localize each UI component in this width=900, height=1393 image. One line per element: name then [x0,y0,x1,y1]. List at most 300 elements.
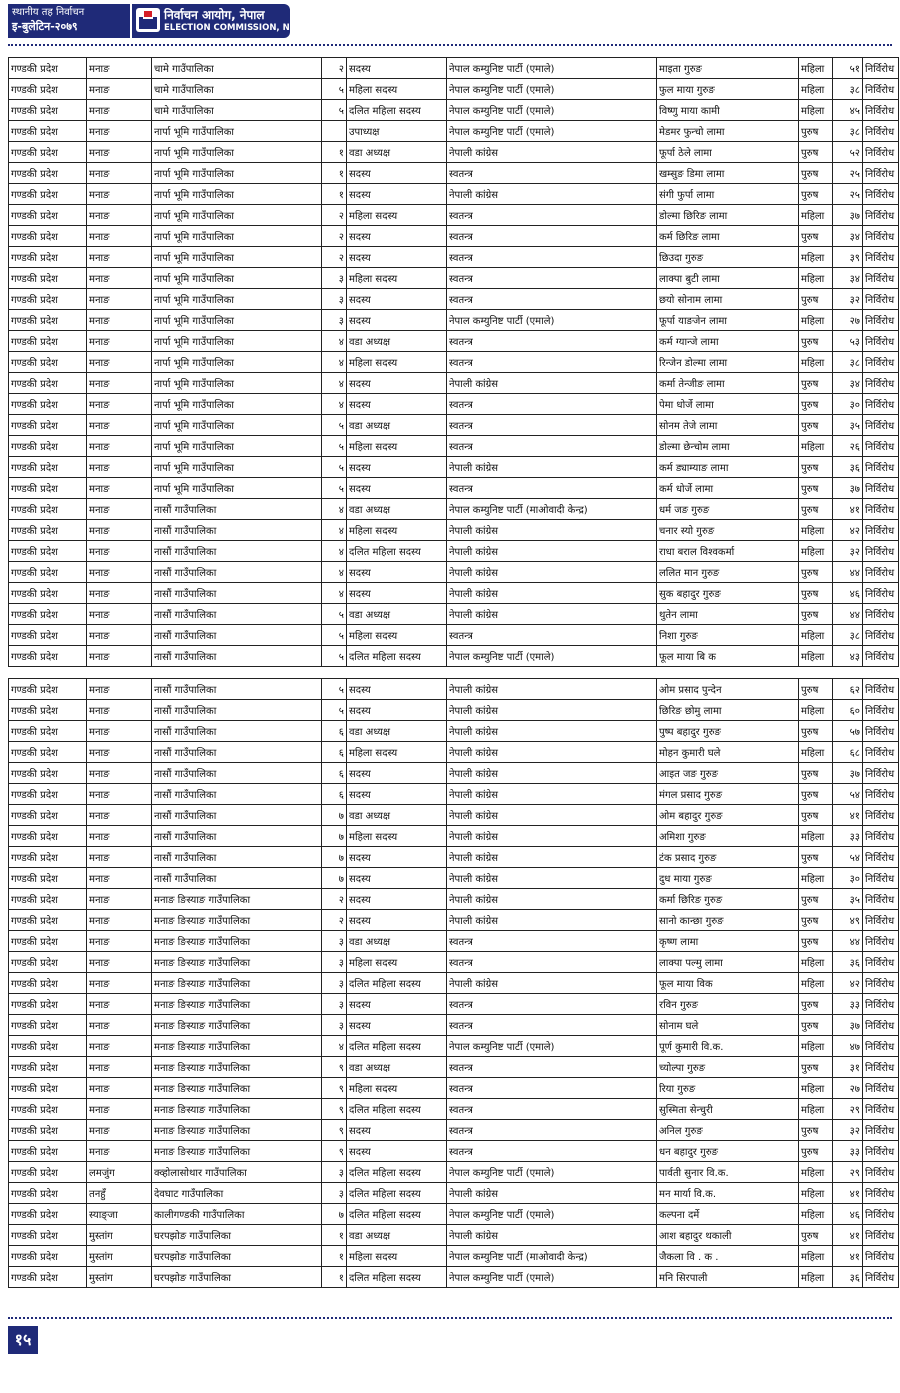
age-cell: ६० [833,700,863,721]
post-cell: सदस्य [347,562,447,583]
gender-cell: महिला [799,1099,833,1120]
post-cell: सदस्य [347,184,447,205]
party-cell: स्वतन्त्र [447,289,657,310]
candidate-name-cell: सुस्मिता सेन्चुरी [657,1099,799,1120]
district-cell: मनाङ [87,1099,152,1120]
table-row [9,163,899,184]
ward-cell [322,121,347,142]
province-cell: गण्डकी प्रदेश [9,805,87,826]
status-cell: निर्विरोध [863,268,899,289]
ward-cell: ५ [322,100,347,121]
municipality-cell: क्व्होलासोथार गाउँपालिका [152,1162,322,1183]
candidate-name-cell: फूल माया विक [657,973,799,994]
age-cell: ४४ [833,931,863,952]
district-cell: मनाङ [87,415,152,436]
municipality-cell: नार्पा भूमि गाउँपालिका [152,163,322,184]
district-cell: मनाङ [87,163,152,184]
party-cell: नेपाली कांग्रेस [447,1225,657,1246]
table-row [9,973,899,994]
district-cell: मनाङ [87,583,152,604]
party-cell: स्वतन्त्र [447,994,657,1015]
table-row [9,889,899,910]
municipality-cell: मनाङ ङिस्याङ गाउँपालिका [152,1057,322,1078]
gender-cell: पुरुष [799,121,833,142]
province-cell: गण्डकी प्रदेश [9,931,87,952]
district-cell: मनाङ [87,205,152,226]
status-cell: निर्विरोध [863,826,899,847]
status-cell: निर्विरोध [863,352,899,373]
district-cell: मनाङ [87,826,152,847]
post-cell: सदस्य [347,310,447,331]
district-cell: मनाङ [87,184,152,205]
post-cell: दलित महिला सदस्य [347,646,447,667]
candidate-name-cell: सोनाम घले [657,1015,799,1036]
ward-cell: ३ [322,1162,347,1183]
ward-cell: ३ [322,268,347,289]
gender-cell: महिला [799,100,833,121]
ward-cell: ४ [322,373,347,394]
candidate-name-cell: कर्म छिरिङ लामा [657,226,799,247]
post-cell: दलित महिला सदस्य [347,541,447,562]
status-cell: निर्विरोध [863,604,899,625]
municipality-cell: नासौं गाउँपालिका [152,742,322,763]
age-cell: ४६ [833,1204,863,1225]
status-cell: निर्विरोध [863,247,899,268]
ward-cell: ४ [322,541,347,562]
province-cell: गण्डकी प्रदेश [9,79,87,100]
ward-cell: ५ [322,625,347,646]
party-cell: नेपाली कांग्रेस [447,847,657,868]
municipality-cell: मनाङ ङिस्याङ गाउँपालिका [152,1141,322,1162]
municipality-cell: नासौं गाउँपालिका [152,868,322,889]
district-cell: मनाङ [87,604,152,625]
municipality-cell: मनाङ ङिस्याङ गाउँपालिका [152,1036,322,1057]
municipality-cell: नासौं गाउँपालिका [152,700,322,721]
province-cell: गण्डकी प्रदेश [9,742,87,763]
status-cell: निर्विरोध [863,646,899,667]
post-cell: सदस्य [347,889,447,910]
ward-cell: ६ [322,721,347,742]
province-cell: गण्डकी प्रदेश [9,1267,87,1288]
candidate-name-cell: कर्म ड्याम्याङ लामा [657,457,799,478]
ward-cell: ५ [322,478,347,499]
table-row [9,58,899,79]
district-cell: मनाङ [87,541,152,562]
province-cell: गण्डकी प्रदेश [9,289,87,310]
district-cell: मनाङ [87,742,152,763]
age-cell: ४१ [833,1225,863,1246]
municipality-cell: नासौं गाउँपालिका [152,826,322,847]
ward-cell: ७ [322,868,347,889]
post-cell: सदस्य [347,784,447,805]
party-cell: नेपाली कांग्रेस [447,184,657,205]
age-cell: २७ [833,310,863,331]
age-cell: ४१ [833,1183,863,1204]
age-cell: २९ [833,1099,863,1120]
party-cell: स्वतन्त्र [447,1141,657,1162]
municipality-cell: नासौं गाउँपालिका [152,625,322,646]
age-cell: ३८ [833,79,863,100]
district-cell: मनाङ [87,562,152,583]
age-cell: ६८ [833,742,863,763]
gender-cell: महिला [799,205,833,226]
candidate-name-cell: जैकला वि . क . [657,1246,799,1267]
province-cell: गण्डकी प्रदेश [9,1120,87,1141]
party-cell: नेपाली कांग्रेस [447,700,657,721]
province-cell: गण्डकी प्रदेश [9,583,87,604]
gender-cell: महिला [799,352,833,373]
gender-cell: महिला [799,310,833,331]
party-cell: स्वतन्त्र [447,1099,657,1120]
municipality-cell: नार्पा भूमि गाउँपालिका [152,268,322,289]
table-row [9,121,899,142]
table-row [9,721,899,742]
candidate-name-cell: रविन गुरुङ [657,994,799,1015]
post-cell: महिला सदस्य [347,520,447,541]
ward-cell: ४ [322,352,347,373]
gender-cell: पुरुष [799,1057,833,1078]
province-cell: गण्डकी प्रदेश [9,1099,87,1120]
ward-cell: ५ [322,415,347,436]
age-cell: ३४ [833,373,863,394]
candidate-name-cell: सानो कान्छा गुरुङ [657,910,799,931]
province-cell: गण्डकी प्रदेश [9,247,87,268]
candidate-name-cell: फूल माया बि क [657,646,799,667]
age-cell: ३७ [833,1015,863,1036]
candidate-name-cell: माइता गुरुङ [657,58,799,79]
gender-cell: महिला [799,1246,833,1267]
table-row [9,763,899,784]
province-cell: गण्डकी प्रदेश [9,142,87,163]
status-cell: निर्विरोध [863,541,899,562]
status-cell: निर्विरोध [863,1225,899,1246]
post-cell: वडा अध्यक्ष [347,721,447,742]
age-cell: ४३ [833,646,863,667]
gender-cell: महिला [799,268,833,289]
district-cell: मनाङ [87,499,152,520]
status-cell: निर्विरोध [863,205,899,226]
age-cell: ३९ [833,247,863,268]
ward-cell: ३ [322,289,347,310]
gender-cell: पुरुष [799,679,833,700]
district-cell: मुस्तांग [87,1246,152,1267]
district-cell: मनाङ [87,1078,152,1099]
province-cell: गण्डकी प्रदेश [9,268,87,289]
candidate-name-cell: कल्पना दर्मे [657,1204,799,1225]
ward-cell: २ [322,58,347,79]
ward-cell: १ [322,163,347,184]
district-cell: स्याङ्जा [87,1204,152,1225]
ward-cell: ९ [322,1141,347,1162]
table-row [9,331,899,352]
candidate-name-cell: विष्णु माया कामी [657,100,799,121]
district-cell: मनाङ [87,931,152,952]
age-cell: ४२ [833,973,863,994]
party-cell: नेपाली कांग्रेस [447,784,657,805]
party-cell: स्वतन्त्र [447,268,657,289]
table-row [9,583,899,604]
party-cell: स्वतन्त्र [447,1120,657,1141]
province-cell: गण्डकी प्रदेश [9,58,87,79]
gender-cell: पुरुष [799,394,833,415]
age-cell: ३६ [833,952,863,973]
ward-cell: ४ [322,331,347,352]
district-cell: मनाङ [87,520,152,541]
age-cell: ३२ [833,1120,863,1141]
municipality-cell: नासौं गाउँपालिका [152,679,322,700]
candidate-name-cell: राधा बराल विश्वकर्मा [657,541,799,562]
post-cell: सदस्य [347,394,447,415]
table-row [9,847,899,868]
municipality-cell: नार्पा भूमि गाउँपालिका [152,373,322,394]
status-cell: निर्विरोध [863,310,899,331]
post-cell: सदस्य [347,679,447,700]
post-cell: महिला सदस्य [347,436,447,457]
status-cell: निर्विरोध [863,58,899,79]
municipality-cell: नासौं गाउँपालिका [152,847,322,868]
province-cell: गण्डकी प्रदेश [9,100,87,121]
post-cell: वडा अध्यक्ष [347,1225,447,1246]
status-cell: निर्विरोध [863,121,899,142]
age-cell: २९ [833,1162,863,1183]
post-cell: सदस्य [347,457,447,478]
party-cell: स्वतन्त्र [447,331,657,352]
age-cell: ५७ [833,721,863,742]
municipality-cell: मनाङ ङिस्याङ गाउँपालिका [152,1015,322,1036]
district-cell: मनाङ [87,952,152,973]
municipality-cell: देवघाट गाउँपालिका [152,1183,322,1204]
municipality-cell: नार्पा भूमि गाउँपालिका [152,352,322,373]
municipality-cell: नासौं गाउँपालिका [152,805,322,826]
candidate-name-cell: पूर्ण कुमारी वि.क. [657,1036,799,1057]
district-cell: मनाङ [87,373,152,394]
gender-cell: महिला [799,868,833,889]
candidate-name-cell: ओम बहादुर गुरुङ [657,805,799,826]
results-table-1 [8,57,899,667]
post-cell: महिला सदस्य [347,742,447,763]
table-row [9,646,899,667]
ward-cell: ३ [322,952,347,973]
candidate-name-cell: डोल्मा छिरिङ लामा [657,205,799,226]
candidate-name-cell: मनि सिरपाली [657,1267,799,1288]
province-cell: गण्डकी प्रदेश [9,973,87,994]
province-cell: गण्डकी प्रदेश [9,604,87,625]
ward-cell: ५ [322,457,347,478]
table-row [9,79,899,100]
province-cell: गण्डकी प्रदेश [9,679,87,700]
municipality-cell: घरपझोङ गाउँपालिका [152,1267,322,1288]
district-cell: मनाङ [87,994,152,1015]
candidate-name-cell: कर्मा छिरिङ गुरुङ [657,889,799,910]
candidate-name-cell: मन मार्या वि.क. [657,1183,799,1204]
post-cell: वडा अध्यक्ष [347,142,447,163]
gender-cell: पुरुष [799,1225,833,1246]
province-cell: गण्डकी प्रदेश [9,331,87,352]
table-row [9,436,899,457]
gender-cell: पुरुष [799,226,833,247]
table-row [9,289,899,310]
age-cell: ३८ [833,625,863,646]
ward-cell: ७ [322,1204,347,1225]
post-cell: महिला सदस्य [347,205,447,226]
table-row [9,415,899,436]
province-cell: गण्डकी प्रदेश [9,520,87,541]
age-cell: ३० [833,394,863,415]
district-cell: मनाङ [87,478,152,499]
gender-cell: महिला [799,1267,833,1288]
candidate-name-cell: छिउदा गुरुङ [657,247,799,268]
district-cell: मनाङ [87,142,152,163]
municipality-cell: मनाङ ङिस्याङ गाउँपालिका [152,952,322,973]
candidate-name-cell: कृष्ण लामा [657,931,799,952]
district-cell: मनाङ [87,331,152,352]
status-cell: निर्विरोध [863,163,899,184]
party-cell: नेपाली कांग्रेस [447,373,657,394]
district-cell: मनाङ [87,679,152,700]
party-cell: स्वतन्त्र [447,415,657,436]
table-row [9,1267,899,1288]
status-cell: निर्विरोध [863,436,899,457]
province-cell: गण्डकी प्रदेश [9,541,87,562]
party-cell: नेपाल कम्युनिष्ट पार्टी (माओवादी केन्द्र) [447,499,657,520]
gender-cell: पुरुष [799,562,833,583]
table-row [9,1183,899,1204]
age-cell: ३७ [833,205,863,226]
gender-cell: महिला [799,1162,833,1183]
status-cell: निर्विरोध [863,1057,899,1078]
district-cell: मनाङ [87,805,152,826]
district-cell: मनाङ [87,910,152,931]
district-cell: मनाङ [87,247,152,268]
age-cell: ३५ [833,889,863,910]
gender-cell: पुरुष [799,604,833,625]
candidate-name-cell: पार्वती सुनार वि.क. [657,1162,799,1183]
gender-cell: महिला [799,700,833,721]
party-cell: नेपाली कांग्रेस [447,604,657,625]
party-cell: स्वतन्त्र [447,226,657,247]
page-number: १५ [8,1326,38,1354]
municipality-cell: मनाङ ङिस्याङ गाउँपालिका [152,1099,322,1120]
province-cell: गण्डकी प्रदेश [9,163,87,184]
province-cell: गण्डकी प्रदेश [9,310,87,331]
party-cell: स्वतन्त्र [447,163,657,184]
province-cell: गण्डकी प्रदेश [9,700,87,721]
municipality-cell: नासौं गाउँपालिका [152,763,322,784]
candidate-name-cell: रिन्जेन डोल्मा लामा [657,352,799,373]
party-cell: नेपाल कम्युनिष्ट पार्टी (माओवादी केन्द्र) [447,1246,657,1267]
party-cell: नेपाली कांग्रेस [447,520,657,541]
party-cell: नेपाल कम्युनिष्ट पार्टी (एमाले) [447,1162,657,1183]
party-cell: स्वतन्त्र [447,1078,657,1099]
municipality-cell: नासौं गाउँपालिका [152,562,322,583]
table-row [9,247,899,268]
candidate-name-cell: लाक्पा बुटी लामा [657,268,799,289]
district-cell: मुस्तांग [87,1225,152,1246]
age-cell: ३१ [833,1057,863,1078]
age-cell: ३३ [833,826,863,847]
candidate-name-cell: अमिशा गुरुङ [657,826,799,847]
province-cell: गण्डकी प्रदेश [9,910,87,931]
party-cell: स्वतन्त्र [447,478,657,499]
gender-cell: पुरुष [799,931,833,952]
status-cell: निर्विरोध [863,100,899,121]
age-cell: ३२ [833,541,863,562]
party-cell: नेपाल कम्युनिष्ट पार्टी (एमाले) [447,58,657,79]
table-row [9,805,899,826]
party-cell: नेपाली कांग्रेस [447,562,657,583]
status-cell: निर्विरोध [863,415,899,436]
province-cell: गण्डकी प्रदेश [9,847,87,868]
status-cell: निर्विरोध [863,184,899,205]
candidate-name-cell: कर्म धोर्जे लामा [657,478,799,499]
status-cell: निर्विरोध [863,910,899,931]
status-cell: निर्विरोध [863,457,899,478]
status-cell: निर्विरोध [863,142,899,163]
table-row [9,826,899,847]
status-cell: निर्विरोध [863,478,899,499]
ward-cell: ९ [322,1078,347,1099]
post-cell: सदस्य [347,583,447,604]
table-row [9,373,899,394]
status-cell: निर्विरोध [863,847,899,868]
table-row [9,478,899,499]
ward-cell: ७ [322,847,347,868]
candidate-name-cell: चनार स्यो गुरुङ [657,520,799,541]
province-cell: गण्डकी प्रदेश [9,226,87,247]
province-cell: गण्डकी प्रदेश [9,1036,87,1057]
age-cell: ४७ [833,1036,863,1057]
candidate-name-cell: कर्म ग्यान्जे लामा [657,331,799,352]
municipality-cell: नासौं गाउँपालिका [152,541,322,562]
municipality-cell: घरपझोङ गाउँपालिका [152,1225,322,1246]
municipality-cell: मनाङ ङिस्याङ गाउँपालिका [152,1120,322,1141]
party-cell: नेपाली कांग्रेस [447,868,657,889]
post-cell: सदस्य [347,1015,447,1036]
gender-cell: पुरुष [799,1120,833,1141]
post-cell: सदस्य [347,1120,447,1141]
party-cell: नेपाली कांग्रेस [447,973,657,994]
candidate-name-cell: थुतेन लामा [657,604,799,625]
district-cell: मनाङ [87,457,152,478]
table-row [9,679,899,700]
age-cell: ५१ [833,58,863,79]
ward-cell: ९ [322,1120,347,1141]
district-cell: मनाङ [87,58,152,79]
municipality-cell: नासौं गाउँपालिका [152,583,322,604]
table-row [9,952,899,973]
table-row [9,268,899,289]
age-cell: ३६ [833,457,863,478]
candidate-name-cell: फुल माया गुरुङ [657,79,799,100]
municipality-cell: नार्पा भूमि गाउँपालिका [152,310,322,331]
gender-cell: पुरुष [799,763,833,784]
commission-name-english: ELECTION COMMISSION, NEPAL [164,23,313,33]
province-cell: गण्डकी प्रदेश [9,394,87,415]
status-cell: निर्विरोध [863,889,899,910]
results-table-2 [8,678,899,1288]
age-cell: ४५ [833,100,863,121]
ward-cell: ३ [322,994,347,1015]
province-cell: गण्डकी प्रदेश [9,1141,87,1162]
gender-cell: पुरुष [799,163,833,184]
gender-cell: पुरुष [799,847,833,868]
district-cell: मनाङ [87,721,152,742]
post-cell: दलित महिला सदस्य [347,973,447,994]
district-cell: मनाङ [87,625,152,646]
age-cell: २७ [833,1078,863,1099]
table-row [9,604,899,625]
district-cell: मनाङ [87,1141,152,1162]
